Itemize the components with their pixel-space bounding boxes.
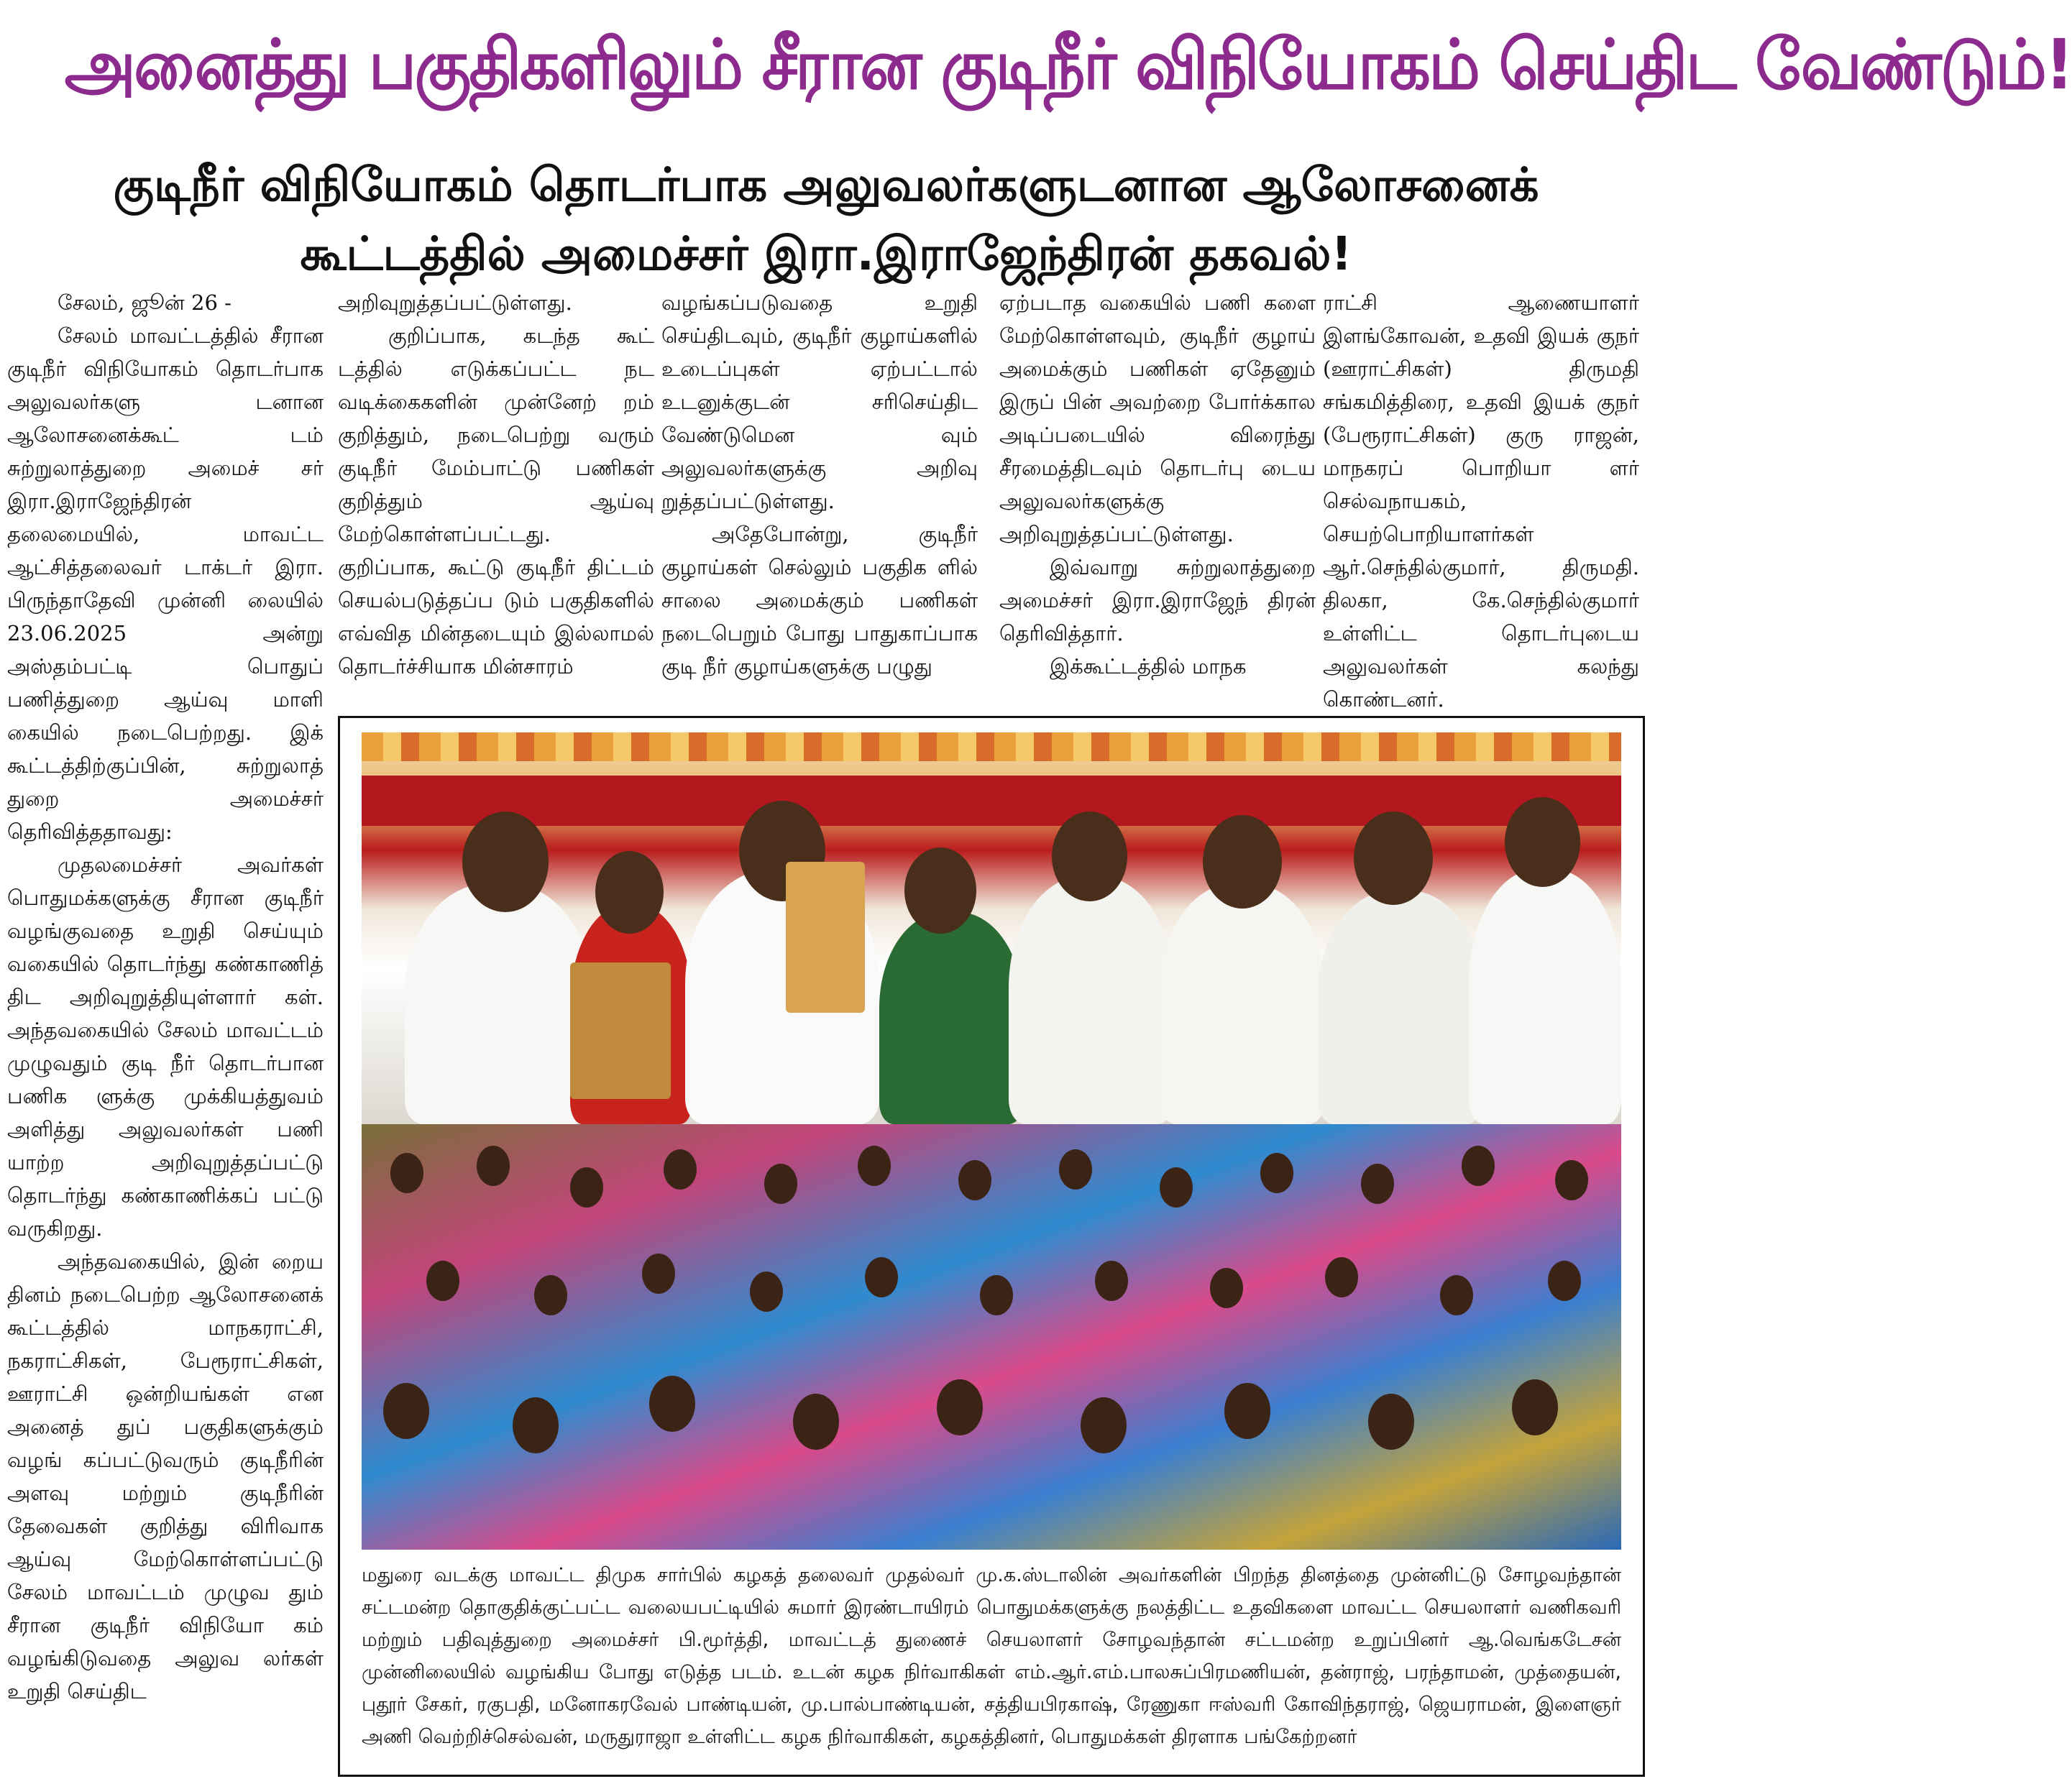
crowd-person-head — [1059, 1149, 1092, 1190]
crowd-person-head — [1224, 1383, 1270, 1439]
person-head — [462, 811, 549, 912]
crowd-person-head — [642, 1254, 675, 1294]
crowd-person-head — [1548, 1261, 1581, 1301]
article-paragraph: ராட்சி ஆணையாளர் இளங்கோவன், உதவி இயக் குநர் (ஊராட்சிகள்) திருமதி சங்கமித்திரை, உதவி இயக் குநர் (பேரூராட்சிகள்) குரு ராஜன், மாநகரப் பொறியா ளர் செல்வநாயகம், செயற்பொறியாளர்கள் ஆர்.செந்தில்குமார், திருமதி. திலகா, கே.செந்தில்குமார் உள்ளிட்ட தொடர்புடைய அலுவலர்கள் கலந்து கொண்டனர். — [1323, 290, 1639, 712]
crowd-person-head — [1260, 1153, 1293, 1193]
person-head — [1505, 797, 1580, 887]
person-head — [1354, 811, 1433, 905]
article-paragraph: அதேபோன்று, குடிநீர் குழாய்கள் செல்லும் பகுதிக ளில் சாலை அமைக்கும் பணிகள் நடைபெறும் போது பாதுகாப்பாக குடி நீர் குழாய்களுக்கு பழுது — [661, 522, 978, 679]
event-photo-stage — [362, 732, 1621, 1124]
person-figure — [1160, 883, 1325, 1124]
stage-banner — [362, 776, 1621, 826]
photo-caption — [362, 1559, 1621, 1753]
article-paragraph: இக்கூட்டத்தில் மாநக — [1050, 654, 1247, 679]
crowd-person-head — [1160, 1167, 1193, 1208]
photo-caption-text: மதுரை வடக்கு மாவட்ட திமுக சார்பில் கழகத் தலைவர் முதல்வர் மு.க.ஸ்டாலின் அவர்களின் பிறந்த தினத்தை முன்னிட்டு சோழவந்தான் சட்டமன்ற தொகுதிக்குட்பட்ட வலையபட்டியில் சுமார் இரண்டாயிரம் பொதுமக்களுக்கு நலத்திட்ட உதவிகளை மாவட்ட செயலாளர் வணிகவரி மற்றும் பதிவுத்துறை அமைச்சர் பி.மூர்த்தி, மாவட்டத் துணைச் செயலாளர் சோழவந்தான் சட்டமன்ற உறுப்பினர் ஆ.வெங்கடேசன் முன்னிலையில் வழங்கிய போது எடுத்த படம். உடன் கழக நிர்வாகிகள் எம்.ஆர்.எம்.பாலசுப்பிரமணியன், தன்ராஜ், பரந்தாமன், முத்தையன், புதூர் சேகர், ரகுபதி, மனோகரவேல் பாண்டியன், மு.பால்பாண்டியன், சத்தியபிரகாஷ், ரேணுகா ஈஸ்வரி கோவிந்தராஜ், ஜெயராமன், இளைஞர் அணி வெற்றிச்செல்வன், மருதுராஜா உள்ளிட்ட கழக நிர்வாகிகள், கழகத்தினர், பொதுமக்கள் திரளாக பங்கேற்றனர் — [362, 1564, 1621, 1748]
crowd-person-head — [865, 1257, 898, 1297]
crowd-person-head — [390, 1153, 423, 1193]
person-figure — [1318, 891, 1483, 1124]
person-head — [1203, 815, 1282, 909]
garland-decoration — [362, 732, 1621, 761]
crowd-person-head — [1361, 1164, 1394, 1204]
article-paragraph: குறிப்பாக, கடந்த கூட் டத்தில் எடுக்கப்பட்ட நட வடிக்கைகளின் முன்னேற் றம் குறித்தும், நடைபெற்று வரும் குடிநீர் மேம்பாட்டு பணிகள் குறித்தும் ஆய்வு மேற்கொள்ளப்பட்டது. குறிப்பாக, கூட்டு குடிநீர் திட்டம் செயல்படுத்தப்ப டும் பகுதிகளில் எவ்வித மின்தடையும் இல்லாமல் தொடர்ச்சியாக மின்சாரம் — [338, 323, 654, 679]
crowd-person-head — [980, 1275, 1013, 1315]
crowd-person-head — [1210, 1268, 1243, 1308]
crowd-person-head — [664, 1149, 697, 1190]
crowd-person-head — [793, 1394, 839, 1450]
crowd-person-head — [937, 1379, 983, 1435]
crowd-person-head — [1462, 1146, 1495, 1186]
event-photo-crowd — [362, 1124, 1621, 1550]
article-column-4 — [999, 286, 1316, 712]
article-paragraph: ஏற்படாத வகையில் பணி களை மேற்கொள்ளவும், குடிநீர் குழாய் அமைக்கும் பணிகள் ஏதேனும் இருப் பின் அவற்றை போர்க்கால அடிப்படையில் விரைந்து சீரமைத்திடவும் தொடர்பு டைய அலுவலர்களுக்கு அறிவுறுத்தப்பட்டுள்ளது. — [999, 290, 1316, 546]
article-paragraph: அந்தவகையில், இன் றைய தினம் நடைபெற்ற ஆலோசனைக் கூட்டத்தில் மாநகராட்சி, நகராட்சிகள், பேரூராட்சிகள், ஊராட்சி ஒன்றியங்கள் என அனைத் துப் பகுதிகளுக்கும் வழங் கப்பட்டுவரும் குடிநீரின் அளவு மற்றும் குடிநீரின் தேவைகள் குறித்து விரிவாக ஆய்வு மேற்கொள்ளப்பட்டு சேலம் மாவட்டம் முழுவ தும் சீரான குடிநீர் விநியோ கம் வழங்கிடுவதை அலுவ லர்கள் உறுதி செய்திட — [7, 1249, 324, 1703]
crowd-person-head — [477, 1146, 510, 1186]
crowd-person-head — [1081, 1397, 1127, 1453]
article-paragraph: இவ்வாறு சுற்றுலாத்துறை அமைச்சர் இரா.இராஜேந் திரன் தெரிவித்தார். — [999, 555, 1316, 645]
article-paragraph: முதலமைச்சர் அவர்கள் பொதுமக்களுக்கு சீரான குடிநீர் வழங்குவதை உறுதி செய்யும் வகையில் தொடர்ந்து கண்காணித் திட அறிவுறுத்தியுள்ளார் கள். அந்தவகையில் சேலம் மாவட்டம் முழுவதும் குடி நீர் தொடர்பான பணிக ளுக்கு முக்கியத்துவம் அளித்து அலுவலர்கள் பணி யாற்ற அறிவுறுத்தப்பட்டு தொடர்ந்து கண்காணிக்கப் பட்டு வருகிறது. — [7, 852, 324, 1241]
crowd-person-head — [750, 1272, 783, 1312]
subheadline-line-1: குடிநீர் விநியோகம் தொடர்பாக அலுவலர்களுடனான ஆலோசனைக் — [113, 159, 1539, 212]
person-figure — [1469, 869, 1621, 1124]
article-dateline: சேலம், ஜூன் 26 - — [58, 290, 232, 315]
headline-title: அனைத்து பகுதிகளிலும் சீரான குடிநீர் விநியோகம் செய்திட வேண்டும்! — [64, 24, 2072, 105]
article-paragraph: சேலம் மாவட்டத்தில் சீரான குடிநீர் விநியோகம் தொடர்பாக அலுவலர்களு டனான ஆலோசனைக்கூட் டம் சுற்றுலாத்துறை அமைச் சர் இரா.இராஜேந்திரன் தலைமையில், மாவட்ட ஆட்சித்தலைவர் டாக்டர் இரா. பிருந்தாதேவி முன்னி லையில் 23.06.2025 அன்று அஸ்தம்பட்டி பொதுப் பணித்துறை ஆய்வு மாளி கையில் நடைபெற்றது. இக் கூட்டத்திற்குப்பின், சுற்றுலாத் துறை அமைச்சர் தெரிவித்ததாவது: — [7, 323, 324, 844]
crowd-person-head — [1512, 1379, 1558, 1435]
crowd-person-head — [513, 1397, 559, 1453]
person-figure — [879, 912, 1023, 1124]
crowd-person-head — [1555, 1160, 1588, 1200]
crowd-person-head — [958, 1160, 991, 1200]
crowd-person-head — [858, 1146, 891, 1186]
crowd-person-head — [1368, 1394, 1414, 1450]
crowd-person-head — [383, 1383, 429, 1439]
article-column-2 — [338, 286, 654, 712]
crowd-person-head — [649, 1376, 695, 1432]
crowd-person-head — [534, 1275, 567, 1315]
crowd-person-head — [570, 1167, 603, 1208]
article-column-1 — [7, 286, 324, 1767]
crowd-person-head — [1095, 1261, 1128, 1301]
crowd-person-head — [764, 1164, 797, 1204]
article-column-5 — [1323, 286, 1639, 712]
subheadline — [0, 151, 1652, 289]
person-head — [1052, 811, 1127, 901]
article-paragraph: வழங்கப்படுவதை உறுதி செய்திடவும், குடிநீர் குழாய்களில் உடைப்புகள் ஏற்பட்டால் உடனுக்குடன் சரிசெய்திட வேண்டுமென வும் அலுவலர்களுக்கு அறிவு றுத்தப்பட்டுள்ளது. — [661, 290, 978, 513]
subheadline-line-2: கூட்டத்தில் அமைச்சர் இரா.இராஜேந்திரன் தகவல்! — [300, 228, 1352, 281]
crowd-person-head — [426, 1261, 459, 1301]
person-figure — [1009, 876, 1174, 1124]
article-column-3 — [661, 286, 978, 712]
person-figure — [405, 883, 592, 1124]
person-head — [904, 847, 976, 934]
article-paragraph: அறிவுறுத்தப்பட்டுள்ளது. — [338, 290, 572, 315]
crowd-person-head — [1440, 1275, 1473, 1315]
headline-banner — [0, 0, 2072, 144]
gift-portrait-frame — [786, 862, 865, 1013]
photo-box — [338, 716, 1645, 1777]
crowd-person-head — [1325, 1257, 1358, 1297]
gift-portrait-frame — [570, 962, 671, 1099]
person-head — [595, 851, 664, 934]
